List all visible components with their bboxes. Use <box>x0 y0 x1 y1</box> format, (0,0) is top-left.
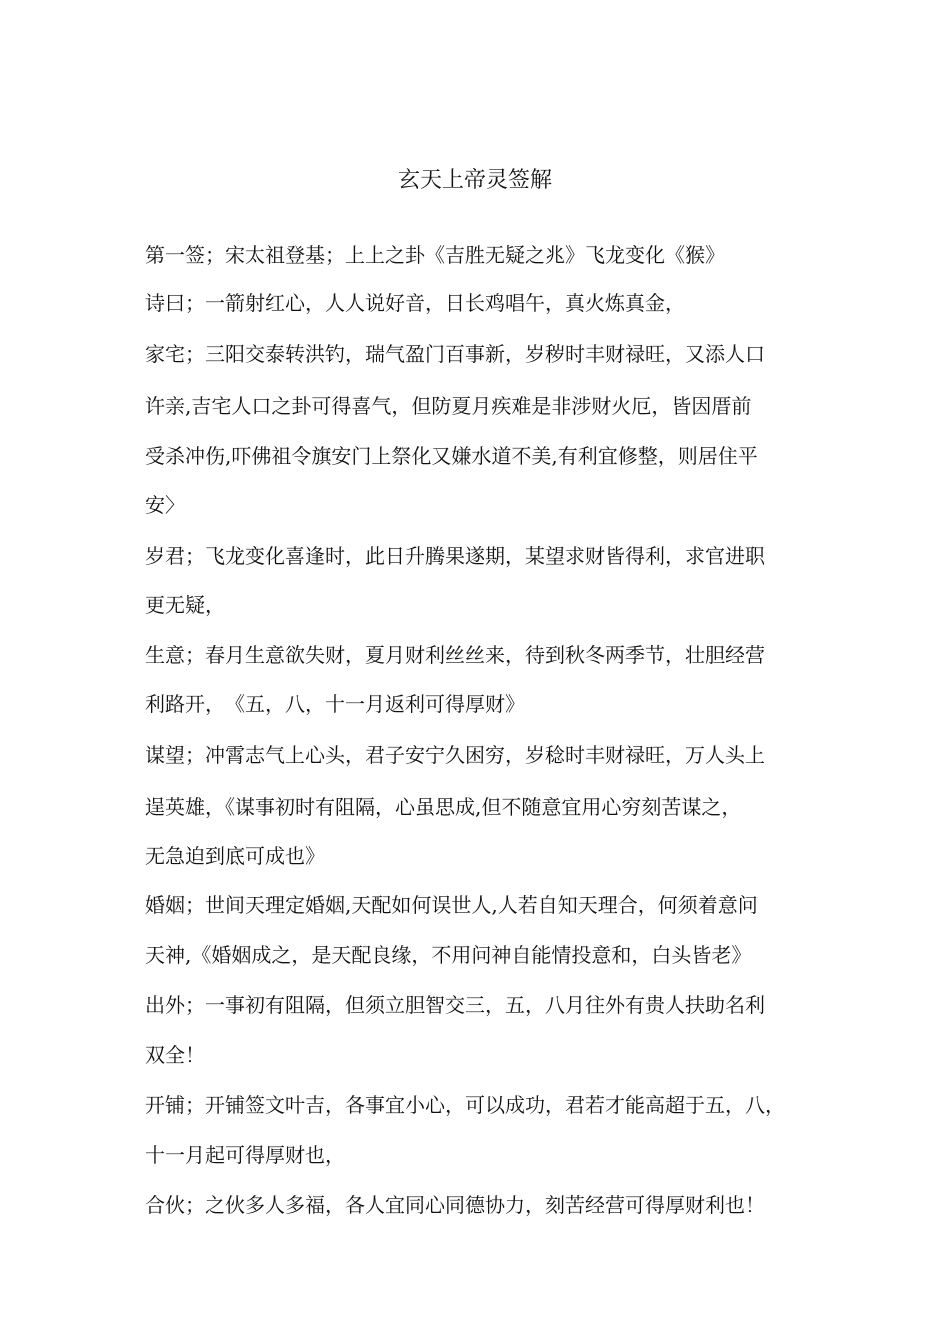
text-line: 受杀冲伤,吓佛祖令旗安门上祭化又嫌水道不美,有利宜修整，则居住平 <box>145 444 758 468</box>
text-line: 许亲,吉宅人口之卦可得喜气，但防夏月疾难是非涉财火厄，皆因厝前 <box>145 394 752 418</box>
text-line: 十一月起可得厚财也， <box>145 1143 345 1167</box>
text-line: 合伙；之伙多人多福，各人宜同心同德协力，刻苦经营可得厚财利也！ <box>145 1193 765 1217</box>
text-line: 天神,《婚姻成之，是天配良缘，不用问神自能情投意和，白头皆老》 <box>145 943 752 967</box>
text-line: 婚姻；世间天理定婚姻,天配如何误世人,人若自知天理合，何须着意问 <box>145 893 758 917</box>
text-line: 出外；一事初有阻隔，但须立胆智交三，五，八月往外有贵人扶助名利 <box>145 993 765 1017</box>
text-line: 利路开， 《五，八，十一月返利可得厚财》 <box>145 692 525 716</box>
text-line: 岁君；飞龙变化喜逢时，此日升腾果遂期，某望求财皆得利，求官进职 <box>145 544 765 568</box>
text-line: 谋望；冲霄志气上心头，君子安宁久困穷，岁稔时丰财禄旺，万人头上 <box>145 743 765 767</box>
text-line: 开铺；开铺签文叶吉，各事宜小心，可以成功，君若才能高超于五，八， <box>145 1093 785 1117</box>
text-line: 生意；春月生意欲失财，夏月财利丝丝来，待到秋冬两季节，壮胆经营 <box>145 643 765 667</box>
text-line: 第一签；宋太祖登基；上上之卦《吉胜无疑之兆》飞龙变化《猴》 <box>145 243 725 267</box>
text-line: 逞英雄，《谋事初时有阻隔，心虽思成,但不随意宜用心穷刻苦谋之， <box>145 795 742 819</box>
text-line: 诗曰；一箭射红心，人人说好音，日长鸡唱午，真火炼真金， <box>145 291 685 315</box>
text-line: 家宅；三阳交泰转洪钓，瑞气盈门百事新，岁秽时丰财禄旺，又添人口 <box>145 342 765 366</box>
text-line: 安〉 <box>145 493 185 517</box>
text-line: 更无疑， <box>145 593 225 617</box>
text-line: 双全！ <box>145 1043 205 1067</box>
page-title: 玄天上帝灵签解 <box>397 168 552 193</box>
text-line: 无急迫到底可成也》 <box>145 844 325 868</box>
